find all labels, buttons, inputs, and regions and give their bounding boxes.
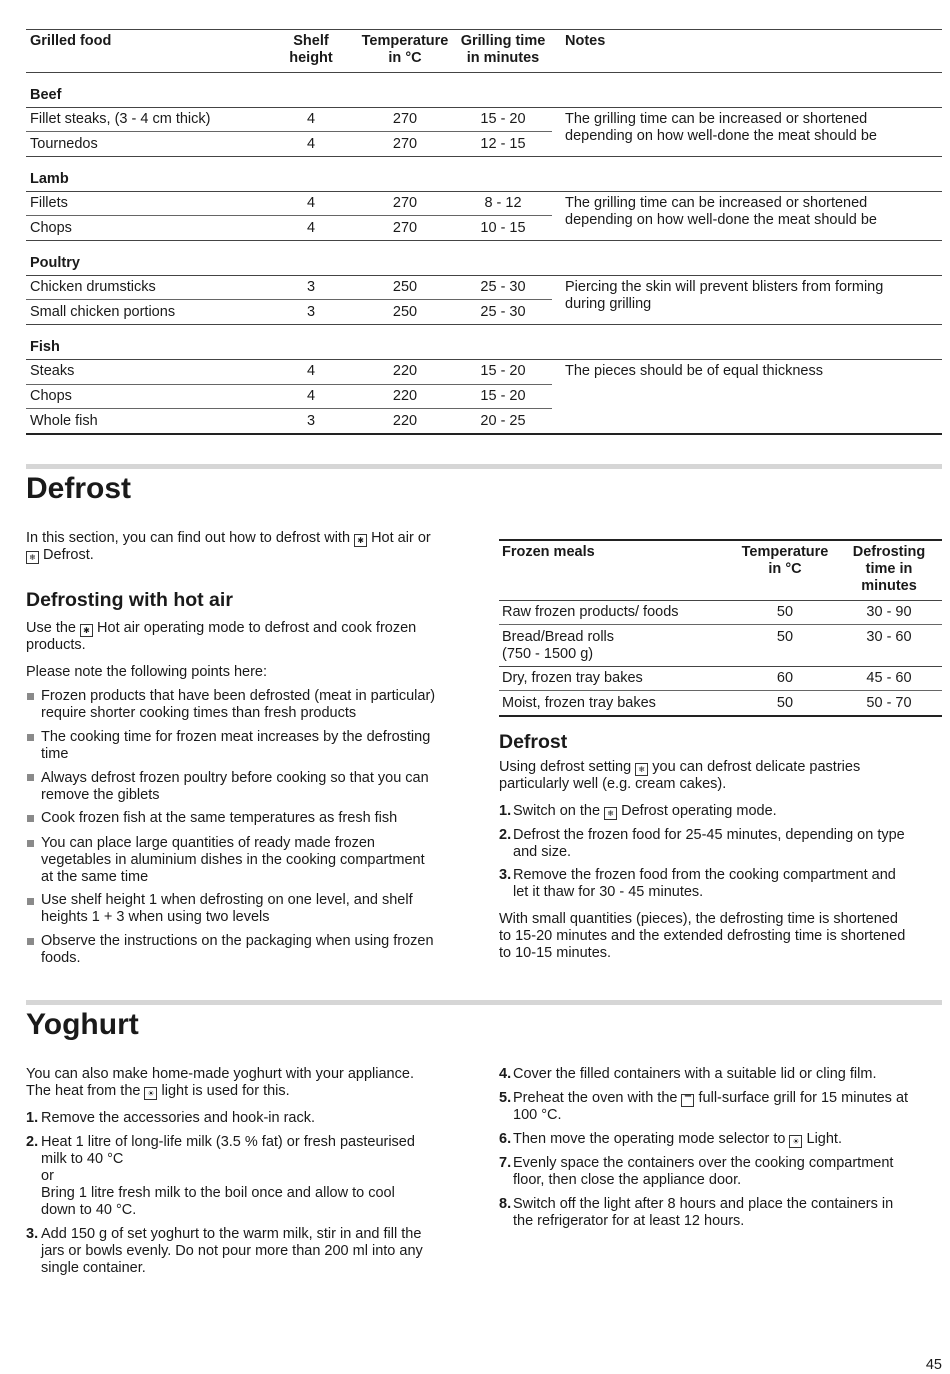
section-divider (26, 1000, 942, 1005)
row-shelf: 4 (306, 388, 316, 404)
bullet-marker (27, 938, 34, 945)
row-temp: 250 (392, 304, 418, 320)
header-grilled-food: Grilled food (30, 33, 112, 49)
row-temp: 270 (392, 195, 418, 211)
row-temp: 270 (392, 136, 418, 152)
bullet-marker (27, 734, 34, 741)
step-number: 7. (499, 1155, 512, 1171)
defrost-icon: ❄ (26, 551, 39, 564)
bullet-marker (27, 774, 34, 781)
row-label: Tournedos (30, 136, 98, 152)
note-fish: The pieces should be of equal thickness (565, 363, 823, 379)
step-number: 1. (499, 803, 512, 819)
row-temp: 220 (392, 413, 418, 429)
header-temperature: Temperature in °C (361, 33, 449, 66)
row-shelf: 4 (306, 195, 316, 211)
header-notes: Notes (565, 33, 606, 49)
frozen-row-temp: 60 (776, 670, 794, 686)
list-item: Frozen products that have been defrosted (meat in particular) require shorter cooking times than fresh products (41, 688, 436, 721)
bullet-marker (27, 898, 34, 905)
row-label: Chops (30, 220, 72, 236)
row-label: Small chicken portions (30, 304, 176, 320)
frozen-row-temp: 50 (776, 604, 794, 620)
step-number: 3. (26, 1226, 39, 1242)
points-intro: Please note the following points here: (26, 664, 268, 680)
row-time: 20 - 25 (480, 413, 526, 429)
row-label: Chops (30, 388, 72, 404)
row-time: 15 - 20 (480, 363, 526, 379)
note-poultry: Piercing the skin will prevent blisters from forming during grilling (565, 279, 884, 312)
step-number: 4. (499, 1066, 512, 1082)
row-label: Whole fish (30, 413, 98, 429)
step-text: Cover the filled containers with a suitable lid or cling film. (513, 1066, 877, 1082)
step-text: Heat 1 litre of long-life milk (3.5 % fat) or fresh pasteurised milk to 40 °C or Bring 1 litre fresh milk to the boil once and allow to cool down to 40 °C. (41, 1134, 415, 1218)
list-item: The cooking time for frozen meat increases by the defrosting time (41, 729, 431, 762)
frozen-row-time: 45 - 60 (866, 670, 912, 686)
defrost-paragraph: Using defrost setting ❄ you can defrost delicate pastries particularly well (e.g. cream cakes). (499, 759, 861, 792)
list-item: Always defrost frozen poultry before cooking so that you can remove the giblets (41, 770, 429, 803)
step-number: 2. (499, 827, 512, 843)
step-text: Remove the frozen food from the cooking compartment and let it thaw for 30 - 45 minutes. (513, 867, 896, 900)
list-item: Observe the instructions on the packaging when using frozen foods. (41, 933, 434, 966)
list-item: Use shelf height 1 when defrosting on one level, and shelf heights 1 + 3 when using two levels (41, 892, 413, 925)
group-beef: Beef (30, 87, 62, 103)
row-time: 15 - 20 (480, 111, 526, 127)
light-icon: ☀ (789, 1135, 802, 1148)
bullet-marker (27, 815, 34, 822)
row-temp: 250 (392, 279, 418, 295)
step-text: Switch off the light after 8 hours and place the containers in the refrigerator for at least 12 hours. (513, 1196, 894, 1229)
note-lamb: The grilling time can be increased or shortened depending on how well-done the meat should be (565, 195, 877, 228)
row-shelf: 4 (306, 136, 316, 152)
note-beef: The grilling time can be increased or shortened depending on how well-done the meat should be (565, 111, 877, 144)
row-label: Chicken drumsticks (30, 279, 156, 295)
defrost-icon: ❄ (604, 807, 617, 820)
row-label: Steaks (30, 363, 75, 379)
header-shelf-height: Shelf height (289, 33, 333, 66)
frozen-row-label: Raw frozen products/ foods (502, 604, 679, 620)
step-text: Evenly space the containers over the cooking compartment floor, then close the appliance door. (513, 1155, 894, 1188)
row-temp: 270 (392, 111, 418, 127)
defrost-closing: With small quantities (pieces), the defrosting time is shortened to 15-20 minutes and the extended defrosting time is shortened to 10-15 minutes. (499, 911, 906, 961)
step-text: Remove the accessories and hook-in rack. (41, 1110, 316, 1126)
row-time: 25 - 30 (480, 279, 526, 295)
subheading-defrosting-hot-air: Defrosting with hot air (26, 589, 233, 611)
section-divider (26, 464, 942, 469)
step-number: 3. (499, 867, 512, 883)
header-frozen-meals: Frozen meals (502, 544, 595, 560)
full-surface-grill-icon: ▔ (681, 1094, 694, 1107)
frozen-row-label: Bread/Bread rolls (750 - 1500 g) (502, 629, 615, 662)
row-time: 8 - 12 (484, 195, 522, 211)
hot-air-paragraph: Use the ✱ Hot air operating mode to defrost and cook frozen products. (26, 620, 417, 653)
row-label: Fillet steaks, (3 - 4 cm thick) (30, 111, 211, 127)
frozen-row-label: Dry, frozen tray bakes (502, 670, 643, 686)
step-text: Switch on the ❄ Defrost operating mode. (513, 803, 777, 819)
row-shelf: 3 (306, 413, 316, 429)
row-time: 12 - 15 (480, 136, 526, 152)
frozen-row-label: Moist, frozen tray bakes (502, 695, 656, 711)
step-number: 2. (26, 1134, 39, 1150)
step-text: Then move the operating mode selector to ☀ Light. (513, 1131, 842, 1147)
yoghurt-intro: You can also make home-made yoghurt with your appliance. The heat from the ☀ light is used for this. (26, 1066, 414, 1099)
row-time: 10 - 15 (480, 220, 526, 236)
row-label: Fillets (30, 195, 68, 211)
row-temp: 270 (392, 220, 418, 236)
row-shelf: 4 (306, 220, 316, 236)
frozen-row-time: 50 - 70 (866, 695, 912, 711)
hot-air-icon: ✱ (80, 624, 93, 637)
page-number: 45 (925, 1357, 942, 1373)
list-item: You can place large quantities of ready made frozen vegetables in aluminium dishes in the cooking compartment at the same time (41, 835, 425, 885)
row-shelf: 3 (306, 304, 316, 320)
step-text: Preheat the oven with the ▔ full-surface grill for 15 minutes at 100 °C. (513, 1090, 909, 1123)
step-number: 6. (499, 1131, 512, 1147)
row-time: 25 - 30 (480, 304, 526, 320)
row-shelf: 3 (306, 279, 316, 295)
step-text: Defrost the frozen food for 25-45 minutes, depending on type and size. (513, 827, 905, 860)
light-icon: ☀ (144, 1087, 157, 1100)
row-shelf: 4 (306, 111, 316, 127)
frozen-row-temp: 50 (776, 695, 794, 711)
bullet-marker (27, 840, 34, 847)
row-temp: 220 (392, 363, 418, 379)
bullet-marker (27, 693, 34, 700)
hot-air-icon: ✱ (354, 534, 367, 547)
step-text: Add 150 g of set yoghurt to the warm milk, stir in and fill the jars or bowls evenly. Do not pour more than 200 ml into any single container. (41, 1226, 423, 1276)
header-grilling-time: Grilling time in minutes (460, 33, 546, 66)
step-number: 1. (26, 1110, 39, 1126)
frozen-row-temp: 50 (776, 629, 794, 645)
defrost-intro: In this section, you can find out how to defrost with ✱ Hot air or ❄ Defrost. (26, 530, 431, 563)
row-temp: 220 (392, 388, 418, 404)
list-item: Cook frozen fish at the same temperatures as fresh fish (41, 810, 398, 826)
group-fish: Fish (30, 339, 60, 355)
group-lamb: Lamb (30, 171, 69, 187)
subheading-defrost: Defrost (499, 731, 568, 753)
step-number: 5. (499, 1090, 512, 1106)
section-title-defrost: Defrost (26, 472, 132, 505)
frozen-row-time: 30 - 60 (866, 629, 912, 645)
group-poultry: Poultry (30, 255, 80, 271)
header-temperature: Temperature in °C (741, 544, 829, 577)
frozen-row-time: 30 - 90 (866, 604, 912, 620)
header-defrosting-time: Defrosting time in minutes (852, 544, 926, 594)
section-title-yoghurt: Yoghurt (26, 1008, 139, 1041)
row-time: 15 - 20 (480, 388, 526, 404)
defrost-icon: ❄ (635, 763, 648, 776)
row-shelf: 4 (306, 363, 316, 379)
step-number: 8. (499, 1196, 512, 1212)
